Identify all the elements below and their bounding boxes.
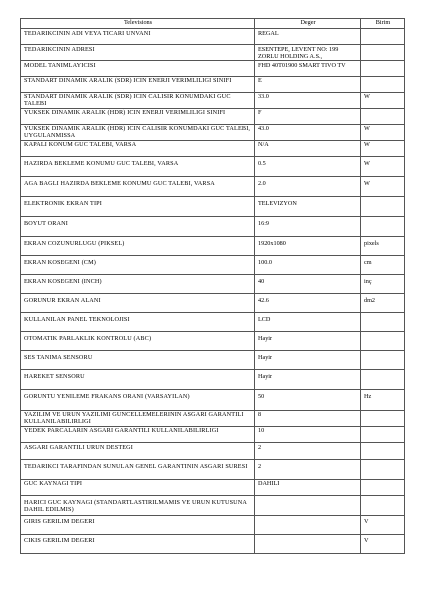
row-value: 40 — [255, 275, 361, 294]
table-row — [21, 332, 405, 351]
row-unit — [361, 45, 405, 61]
row-unit — [361, 480, 405, 496]
row-unit: W — [361, 125, 405, 141]
row-label: GUC KAYNAGI TIPI — [21, 480, 255, 496]
row-unit: inç — [361, 275, 405, 294]
table-row — [21, 77, 405, 93]
table-row — [21, 141, 405, 157]
row-unit: dm2 — [361, 294, 405, 313]
row-label: KAPALI KONUM GUC TALEBI, VARSA — [21, 141, 255, 157]
row-label: SES TANIMA SENSORU — [21, 351, 255, 370]
row-value: DAHILI — [255, 480, 361, 496]
row-value: 8 — [255, 411, 361, 427]
row-unit: cm — [361, 256, 405, 275]
row-value: Hayir — [255, 351, 361, 370]
row-unit — [361, 109, 405, 125]
table-row — [21, 294, 405, 313]
table-row — [21, 496, 405, 516]
table-row — [21, 535, 405, 554]
row-unit — [361, 29, 405, 45]
row-value: LCD — [255, 313, 361, 332]
row-unit — [361, 332, 405, 351]
row-label: YUKSEK DINAMIK ARALIK (HDR) ICIN ENERJI VERIMLILIGI SINIFI — [21, 109, 255, 125]
row-value: 2 — [255, 443, 361, 460]
row-value: 10 — [255, 427, 361, 443]
table-row — [21, 197, 405, 217]
row-label: HAREKET SENSORU — [21, 370, 255, 390]
row-unit: pixels — [361, 237, 405, 256]
row-unit — [361, 313, 405, 332]
row-unit: W — [361, 141, 405, 157]
row-unit — [361, 427, 405, 443]
row-label: YAZILIM VE URUN YAZILIMI GUNCELLEMELERININ ASGARI GARANTILI KULLANILABILIRLIGI — [21, 411, 255, 427]
table-row — [21, 256, 405, 275]
row-label: KULLANILAN PANEL TEKNOLOJISI — [21, 313, 255, 332]
row-unit — [361, 411, 405, 427]
row-value — [255, 535, 361, 554]
table-row — [21, 61, 405, 77]
row-label: HARICI GUC KAYNAGI (STANDARTLASTIRILMAMIS VE URUN KUTUSUNA DAHIL EDILMIS) — [21, 496, 255, 516]
row-label: STANDART DINAMIK ARALIK (SDR) ICIN CALISIR KONUMDAKI GUC TALEBI — [21, 93, 255, 109]
table-row — [21, 443, 405, 460]
row-label: HAZIRDA BEKLEME KONUMU GUC TALEBI, VARSA — [21, 157, 255, 177]
row-value: Hayir — [255, 370, 361, 390]
table-row — [21, 177, 405, 197]
table-row — [21, 93, 405, 109]
row-label: OTOMATIK PARLAKLIK KONTROLU (ABC) — [21, 332, 255, 351]
row-value: 100.0 — [255, 256, 361, 275]
row-label: ASGARI GARANTILI URUN DESTEGI — [21, 443, 255, 460]
row-unit: W — [361, 93, 405, 109]
row-label: EKRAN KOSEGENI (INCH) — [21, 275, 255, 294]
table-row — [21, 125, 405, 141]
row-value: Hayir — [255, 332, 361, 351]
header-row — [21, 19, 405, 29]
table-row — [21, 237, 405, 256]
row-value: REGAL — [255, 29, 361, 45]
row-value: ESENTEPE, LEVENT NO: 199 ZORLU HOLDING A.S., — [255, 45, 361, 61]
specs-table — [20, 18, 405, 554]
table-row — [21, 370, 405, 390]
row-unit — [361, 217, 405, 237]
row-value: F — [255, 109, 361, 125]
header-televisions: Televisions — [21, 19, 255, 29]
row-unit — [361, 496, 405, 516]
table-row — [21, 217, 405, 237]
row-label: EKRAN COZUNURLUGU (PIKSEL) — [21, 237, 255, 256]
row-value: 50 — [255, 390, 361, 411]
table-row — [21, 275, 405, 294]
row-unit — [361, 370, 405, 390]
row-label: TEDARIKCININ ADI VEYA TICARI UNVANI — [21, 29, 255, 45]
row-unit: W — [361, 177, 405, 197]
header-birim: Birim — [361, 19, 405, 29]
row-value: 33.0 — [255, 93, 361, 109]
table-row — [21, 411, 405, 427]
row-value — [255, 516, 361, 535]
table-row — [21, 157, 405, 177]
row-value: 16:9 — [255, 217, 361, 237]
row-label: CIKIS GERILIM DEGERI — [21, 535, 255, 554]
product-info-sheet — [20, 18, 404, 554]
row-unit: Hz — [361, 390, 405, 411]
row-value: 0.5 — [255, 157, 361, 177]
row-value: 42.6 — [255, 294, 361, 313]
header-deger: Deger — [255, 19, 361, 29]
row-unit: V — [361, 516, 405, 535]
row-label: YUKSEK DINAMIK ARALIK (HDR) ICIN CALISIR KONUMDAKI GUC TALEBI, UYGULANMISSA — [21, 125, 255, 141]
row-value: E — [255, 77, 361, 93]
table-row — [21, 390, 405, 411]
table-row — [21, 29, 405, 45]
row-label: TEDARIKCI TARAFINDAN SUNULAN GENEL GARANTININ ASGARI SURESI — [21, 460, 255, 480]
row-label: GIRIS GERILIM DEGERI — [21, 516, 255, 535]
row-value — [255, 496, 361, 516]
row-unit — [361, 460, 405, 480]
table-row — [21, 480, 405, 496]
row-label: MODEL TANIMLAYICISI — [21, 61, 255, 77]
row-unit — [361, 197, 405, 217]
row-label: STANDART DINAMIK ARALIK (SDR) ICIN ENERJI VERIMLILIGI SINIFI — [21, 77, 255, 93]
table-row — [21, 313, 405, 332]
row-value: N/A — [255, 141, 361, 157]
table-row — [21, 516, 405, 535]
row-unit — [361, 443, 405, 460]
table-row — [21, 460, 405, 480]
row-label: TEDARIKCININ ADRESI — [21, 45, 255, 61]
row-label: EKRAN KOSEGENI (CM) — [21, 256, 255, 275]
row-unit: V — [361, 535, 405, 554]
row-value: FHD 40T01900 SMART TIVO TV — [255, 61, 361, 77]
row-unit — [361, 61, 405, 77]
table-row — [21, 45, 405, 61]
row-value: 43.0 — [255, 125, 361, 141]
row-label: AGA BAGLI HAZIRDA BEKLEME KONUMU GUC TALEBI, VARSA — [21, 177, 255, 197]
row-unit: W — [361, 157, 405, 177]
table-row — [21, 351, 405, 370]
row-unit — [361, 77, 405, 93]
row-unit — [361, 351, 405, 370]
table-row — [21, 109, 405, 125]
row-value: 2.0 — [255, 177, 361, 197]
table-row — [21, 427, 405, 443]
row-label: ELEKTRONIK EKRAN TIPI — [21, 197, 255, 217]
row-value: 2 — [255, 460, 361, 480]
row-label: GORUNUR EKRAN ALANI — [21, 294, 255, 313]
row-value: 1920x1080 — [255, 237, 361, 256]
row-label: BOYUT ORANI — [21, 217, 255, 237]
row-value: TELEVIZYON — [255, 197, 361, 217]
row-label: GORUNTU YENILEME FRAKANS ORANI (VARSAYILAN) — [21, 390, 255, 411]
row-label: YEDEK PARCALARIN ASGARI GARANTILI KULLANILABILIRLIGI — [21, 427, 255, 443]
